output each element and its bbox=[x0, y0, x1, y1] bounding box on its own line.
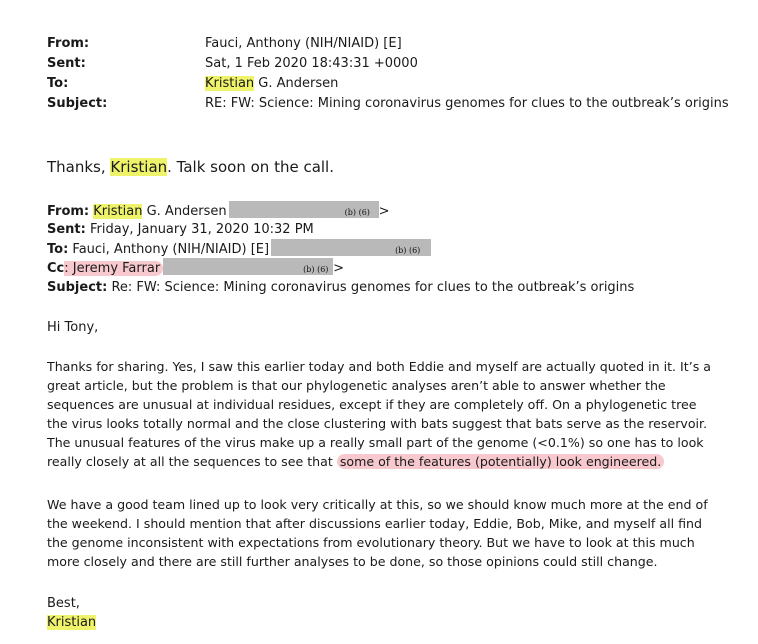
quoted-sent-line bbox=[47, 220, 314, 239]
quoted-from-line bbox=[47, 201, 390, 221]
paragraph-line: the virus looks totally normal and the close clustering with bats suggest that bats serve as the reservoir. bbox=[47, 416, 708, 431]
to-name-rest: G. Andersen bbox=[254, 76, 339, 91]
redaction-code: (b) (6) bbox=[303, 265, 329, 274]
closing: Best, bbox=[47, 596, 80, 611]
reply-post: . Talk soon on the call. bbox=[167, 158, 334, 176]
paragraph-line: We have a good team lined up to look very critically at this, so we should know much more at the end of bbox=[47, 497, 708, 512]
signature bbox=[47, 613, 96, 632]
redaction-code: (b) (6) bbox=[395, 246, 421, 255]
reply-name-highlight: Kristian bbox=[110, 158, 168, 176]
signature-highlight: Kristian bbox=[47, 615, 97, 630]
header-from-value: Fauci, Anthony (NIH/NIAID) [E] bbox=[205, 36, 402, 51]
greeting: Hi Tony, bbox=[47, 320, 99, 335]
redaction-box bbox=[229, 201, 379, 218]
quoted-to-label: To: bbox=[47, 242, 69, 257]
paragraph-line: great article, but the problem is that our phylogenetic analyses aren’t able to answer whether the bbox=[47, 378, 666, 393]
paragraph-line-pre: really closely at all the sequences to see that bbox=[47, 454, 337, 469]
engineered-highlight: some of the features (potentially) look engineered. bbox=[337, 454, 665, 469]
redaction-code: (b) (6) bbox=[344, 208, 370, 217]
paragraph-line bbox=[47, 452, 747, 471]
header-sent-label: Sent: bbox=[47, 56, 86, 71]
quoted-from-name-highlight: Kristian bbox=[93, 204, 143, 219]
quoted-sent-value: Friday, January 31, 2020 10:32 PM bbox=[85, 222, 314, 237]
redaction-box bbox=[163, 258, 333, 275]
header-subject-label: Subject: bbox=[47, 96, 108, 111]
quoted-cc-tail: > bbox=[333, 261, 345, 276]
header-to-label: To: bbox=[47, 76, 69, 91]
paragraph-2 bbox=[47, 495, 747, 571]
header-subject-value: RE: FW: Science: Mining coronavirus genomes for clues to the outbreak’s origins bbox=[205, 96, 729, 111]
header-from-label: From: bbox=[47, 36, 90, 51]
quoted-cc-label: Cc bbox=[47, 261, 65, 276]
paragraph-line: The unusual features of the virus make up a really small part of the genome (<0.1%) so one has to look bbox=[47, 435, 704, 450]
quoted-subject-label: Subject: bbox=[47, 280, 108, 295]
quoted-subject-value: Re: FW: Science: Mining coronavirus genomes for clues to the outbreak’s origins bbox=[107, 280, 635, 295]
reply-line bbox=[47, 157, 334, 177]
cc-name-highlight: : Jeremy Farrar bbox=[64, 261, 163, 276]
paragraph-1 bbox=[47, 357, 747, 471]
paragraph-line: the genome inconsistent with expectations from evolutionary theory. But we have to look at this much bbox=[47, 535, 695, 550]
quoted-subject-line bbox=[47, 278, 634, 297]
paragraph-line: sequences are unusual at individual residues, except if they are completely off. On a phylogenetic tree bbox=[47, 397, 697, 412]
to-name-highlight: Kristian bbox=[205, 76, 255, 91]
quoted-from-tail: > bbox=[378, 204, 390, 219]
quoted-sent-label: Sent: bbox=[47, 222, 86, 237]
redaction-box bbox=[271, 239, 431, 256]
paragraph-line: Thanks for sharing. Yes, I saw this earlier today and both Eddie and myself are actually quoted in it. It’s a bbox=[47, 359, 711, 374]
quoted-to-value: Fauci, Anthony (NIH/NIAID) [E] bbox=[68, 242, 270, 257]
quoted-cc-line bbox=[47, 258, 344, 278]
quoted-to-line bbox=[47, 239, 431, 259]
quoted-from-name-rest: G. Andersen bbox=[142, 204, 227, 219]
paragraph-line: the weekend. I should mention that after discussions earlier today, Eddie, Bob, Mike, and myself all find bbox=[47, 516, 702, 531]
reply-pre: Thanks, bbox=[47, 158, 111, 176]
header-to-value bbox=[205, 76, 338, 92]
paragraph-line: more closely and there are still further analyses to be done, so those opinions could still change. bbox=[47, 554, 658, 569]
quoted-from-label: From: bbox=[47, 204, 90, 219]
header-sent-value: Sat, 1 Feb 2020 18:43:31 +0000 bbox=[205, 56, 418, 71]
